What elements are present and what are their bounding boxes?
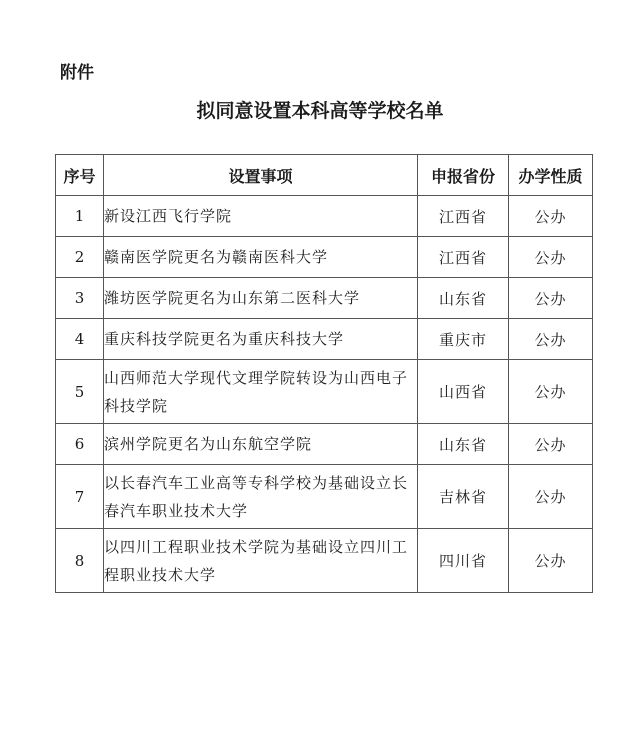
serial-number-cell: 8 — [56, 529, 104, 593]
table-row — [56, 237, 593, 278]
item-cell: 重庆科技学院更名为重庆科技大学 — [104, 319, 418, 360]
item-cell: 赣南医学院更名为赣南医科大学 — [104, 237, 418, 278]
table-row — [56, 424, 593, 465]
province-cell: 江西省 — [418, 196, 509, 237]
table-row — [56, 465, 593, 529]
attachment-label: 附件 — [60, 63, 94, 83]
province-cell: 吉林省 — [418, 465, 509, 529]
serial-number-cell: 6 — [56, 424, 104, 465]
school-type-cell: 公办 — [509, 360, 593, 424]
header-school-type: 办学性质 — [509, 155, 593, 196]
header-serial-number: 序号 — [56, 155, 104, 196]
school-type-cell: 公办 — [509, 424, 593, 465]
province-cell: 山西省 — [418, 360, 509, 424]
header-item: 设置事项 — [104, 155, 418, 196]
item-cell: 新设江西飞行学院 — [104, 196, 418, 237]
item-cell: 山西师范大学现代文理学院转设为山西电子科技学院 — [104, 360, 418, 424]
school-list-table — [55, 154, 593, 593]
province-cell: 江西省 — [418, 237, 509, 278]
school-type-cell: 公办 — [509, 196, 593, 237]
school-type-cell: 公办 — [509, 237, 593, 278]
item-cell: 滨州学院更名为山东航空学院 — [104, 424, 418, 465]
province-cell: 山东省 — [418, 424, 509, 465]
table-row — [56, 196, 593, 237]
serial-number-cell: 7 — [56, 465, 104, 529]
school-type-cell: 公办 — [509, 465, 593, 529]
province-cell: 山东省 — [418, 278, 509, 319]
table-row — [56, 278, 593, 319]
item-cell: 以四川工程职业技术学院为基础设立四川工程职业技术大学 — [104, 529, 418, 593]
document-title: 拟同意设置本科高等学校名单 — [196, 100, 444, 122]
table-header-row — [56, 155, 593, 196]
serial-number-cell: 4 — [56, 319, 104, 360]
province-cell: 四川省 — [418, 529, 509, 593]
table-row — [56, 529, 593, 593]
school-type-cell: 公办 — [509, 319, 593, 360]
item-cell: 以长春汽车工业高等专科学校为基础设立长春汽车职业技术大学 — [104, 465, 418, 529]
serial-number-cell: 2 — [56, 237, 104, 278]
province-cell: 重庆市 — [418, 319, 509, 360]
school-type-cell: 公办 — [509, 529, 593, 593]
item-cell: 潍坊医学院更名为山东第二医科大学 — [104, 278, 418, 319]
header-province: 申报省份 — [418, 155, 509, 196]
table-row — [56, 319, 593, 360]
serial-number-cell: 1 — [56, 196, 104, 237]
serial-number-cell: 3 — [56, 278, 104, 319]
school-type-cell: 公办 — [509, 278, 593, 319]
serial-number-cell: 5 — [56, 360, 104, 424]
table-row — [56, 360, 593, 424]
